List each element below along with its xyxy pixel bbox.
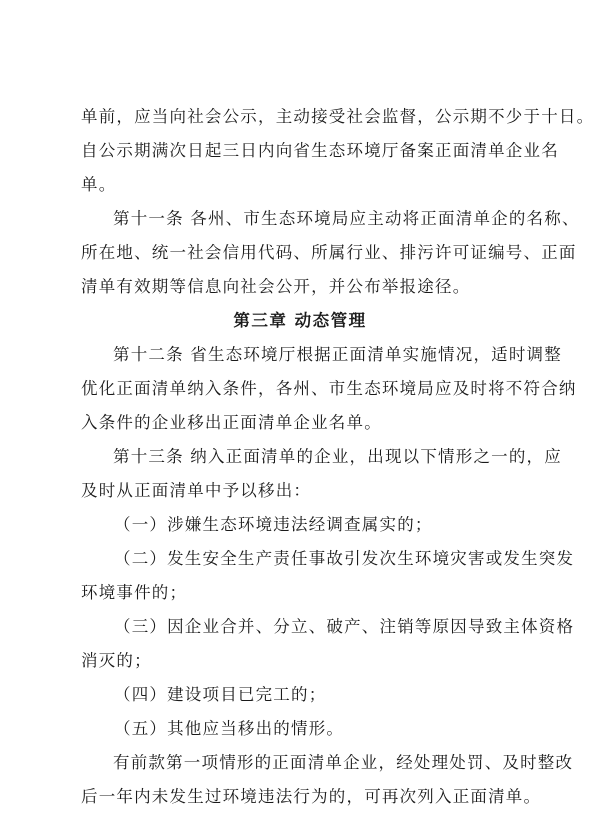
text-line: 消灭的； xyxy=(81,651,152,670)
text-line: 所在地、统一社会信用代码、所属行业、排污许可证编号、正面 xyxy=(81,243,577,262)
article-13-line: 第十三条 纳入正面清单的企业，出现以下情形之一的，应 xyxy=(113,447,562,466)
list-item-4: （四）建设项目已完工的； xyxy=(114,685,327,704)
article-12-line: 第十二条 省生态环境厅根据正面清单实施情况，适时调整 xyxy=(113,345,562,364)
list-item-5: （五）其他应当移出的情形。 xyxy=(114,719,345,738)
list-item-1: （一）涉嫌生态环境违法经调查属实的； xyxy=(114,515,433,534)
list-item-3: （三）因企业合并、分立、破产、注销等原因导致主体资格 xyxy=(114,617,575,636)
text-line: 单前，应当向社会公示，主动接受社会监督，公示期不少于十日。 xyxy=(81,107,595,126)
text-line: 环境事件的； xyxy=(81,583,188,602)
text-line: 自公示期满次日起三日内向省生态环境厅备案正面清单企业名 xyxy=(81,141,559,160)
text-line: 清单有效期等信息向社会公开，并公布举报途径。 xyxy=(81,277,471,296)
list-item-2: （二）发生安全生产责任事故引发次生环境灾害或发生突发 xyxy=(114,549,575,568)
paragraph-line: 有前款第一项情形的正面清单企业，经处理处罚、及时整改 xyxy=(113,753,574,772)
chapter-heading: 第三章 动态管理 xyxy=(233,311,367,330)
text-line: 单。 xyxy=(81,175,117,194)
text-line: 后一年内未发生过环境违法行为的，可再次列入正面清单。 xyxy=(81,787,542,806)
text-line: 优化正面清单纳入条件，各州、市生态环境局应及时将不符合纳 xyxy=(81,379,577,398)
text-line: 入条件的企业移出正面清单企业名单。 xyxy=(81,413,382,432)
article-11-line: 第十一条 各州、市生态环境局应主动将正面清单企的名称、 xyxy=(113,209,580,228)
text-line: 及时从正面清单中予以移出： xyxy=(81,481,312,500)
